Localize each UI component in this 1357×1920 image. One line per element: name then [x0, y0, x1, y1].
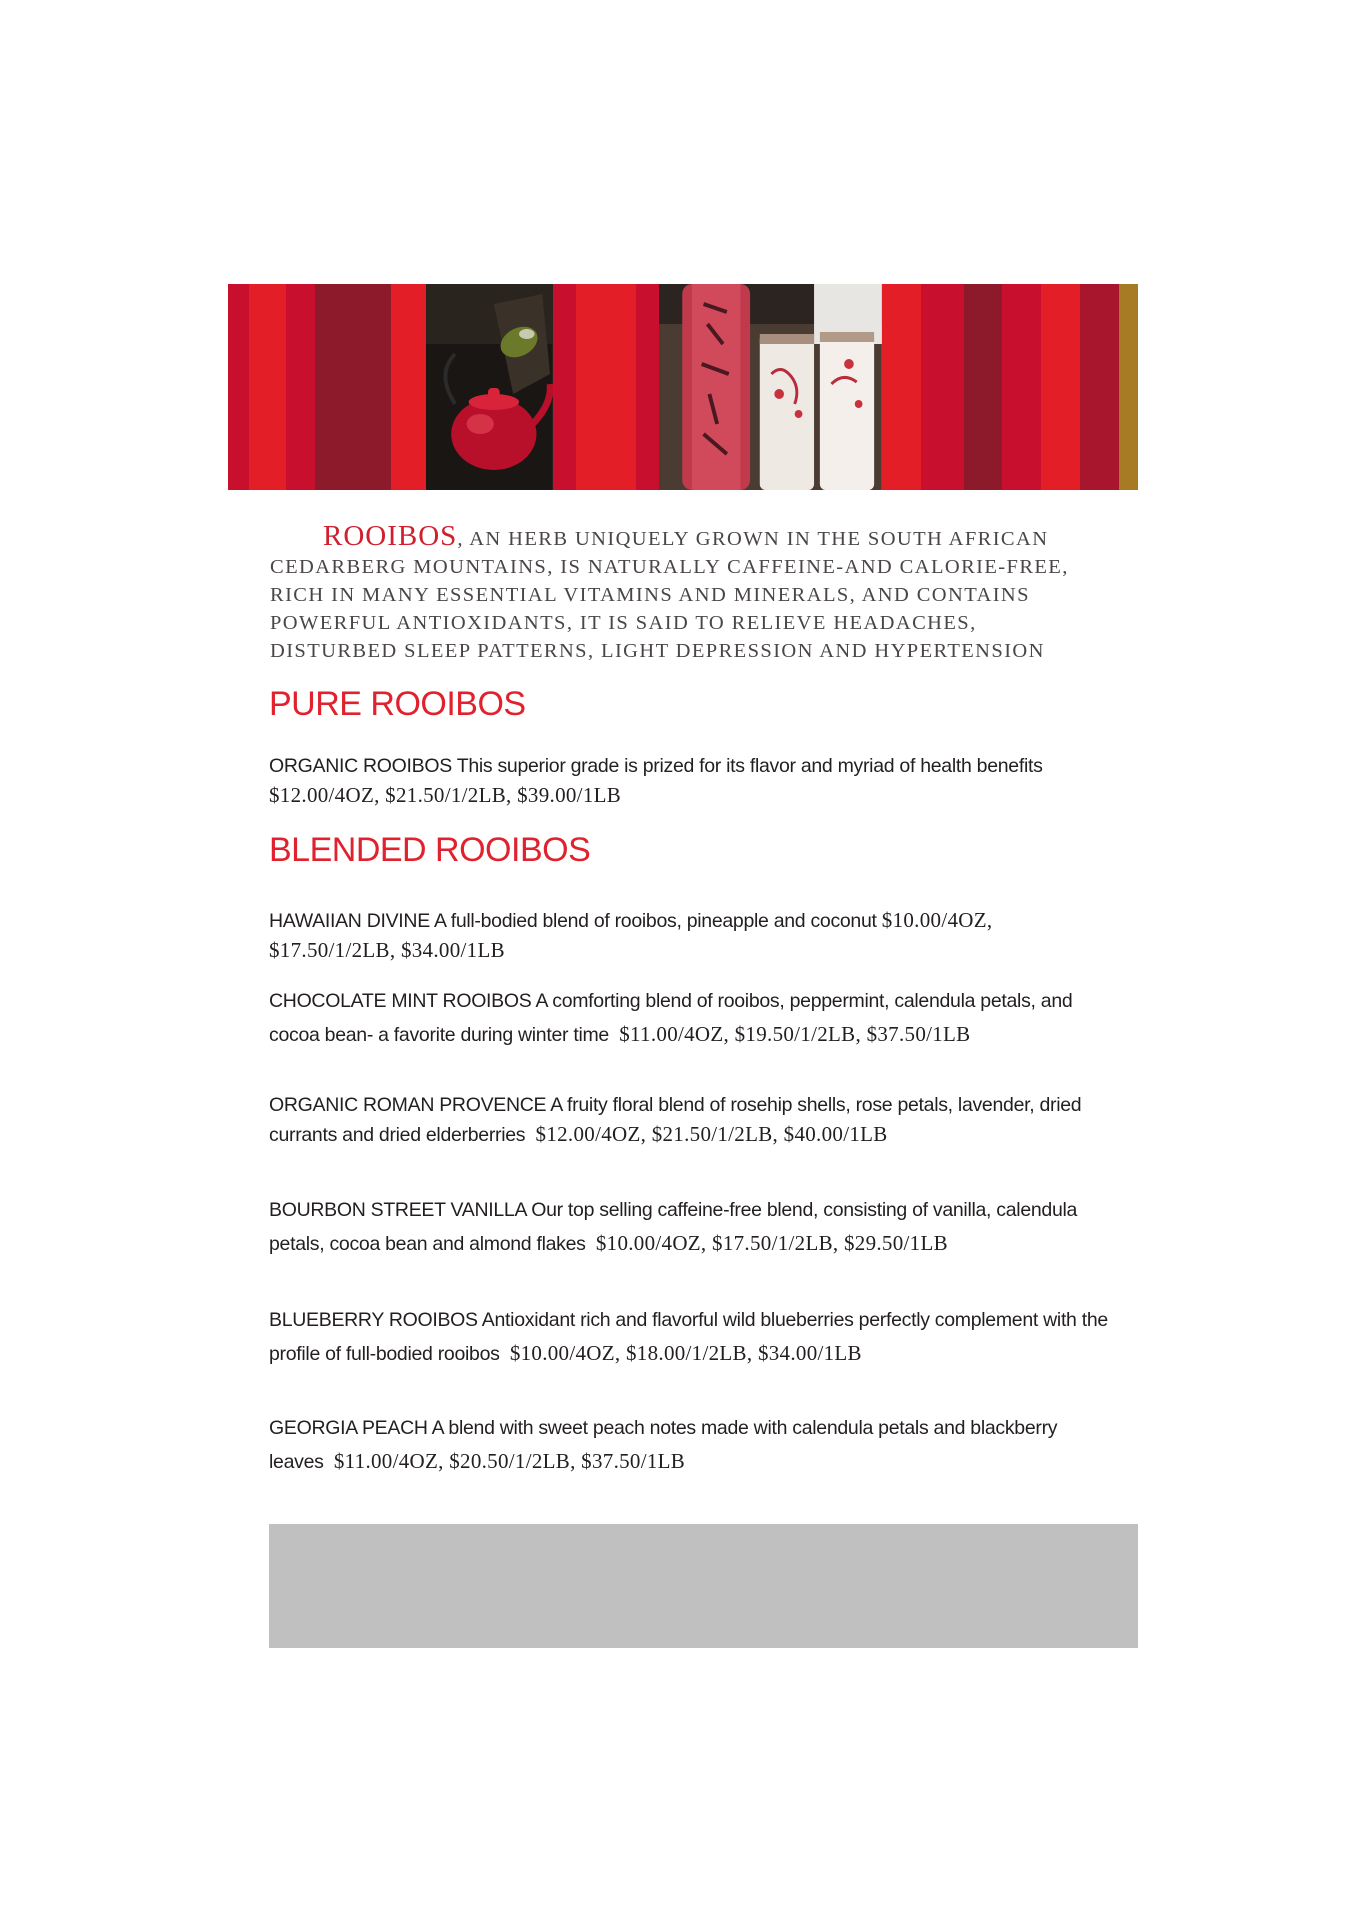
section-heading-pure: PURE ROOIBOS — [269, 685, 526, 723]
item-description: CHOCOLATE MINT ROOIBOS A comforting blend of rooibos, peppermint, calendula petals, and cocoa bean- a favorite during winter time — [269, 990, 1073, 1046]
tea-canister-and-cups-photo — [659, 284, 882, 490]
menu-item — [269, 1194, 1119, 1261]
banner-stripe — [636, 284, 659, 490]
intro-text: , AN HERB UNIQUELY GROWN IN THE SOUTH AFRICAN CEDARBERG MOUNTAINS, IS NATURALLY CAFFEINE-AND CALORIE-FREE, RICH IN MANY ESSENTIAL VITAMINS AND MINERALS, AND CONTAINS POWERFUL ANTIOXIDANTS, IT IS SAID TO RELIEVE HEADACHES, DISTURBED SLEEP PATTERNS, LIGHT DEPRESSION AND HYPERTENSION — [270, 528, 1069, 662]
item-price: $10.00/4OZ, $17.50/1/2LB, $29.50/1LB — [595, 1231, 948, 1255]
menu-item — [269, 1091, 1119, 1150]
banner-stripe-gold — [1119, 284, 1138, 490]
header-banner — [228, 284, 1138, 490]
banner-stripe — [315, 284, 391, 490]
banner-stripe — [1041, 284, 1080, 490]
item-description: HAWAIIAN DIVINE A full-bodied blend of rooibos, pineapple and coconut — [269, 910, 877, 932]
menu-item — [269, 1304, 1119, 1371]
banner-stripe — [964, 284, 1003, 490]
menu-item — [269, 1412, 1119, 1479]
item-price: $11.00/4OZ, $19.50/1/2LB, $37.50/1LB — [619, 1022, 971, 1046]
item-price: $12.00/4OZ, $21.50/1/2LB, $40.00/1LB — [535, 1122, 888, 1146]
item-price: $11.00/4OZ, $20.50/1/2LB, $37.50/1LB — [333, 1449, 686, 1473]
menu-item — [269, 906, 1009, 966]
item-price: $10.00/4OZ, $18.00/1/2LB, $34.00/1LB — [509, 1341, 862, 1365]
banner-stripe — [882, 284, 921, 490]
menu-item — [269, 985, 1119, 1052]
item-price: $12.00/4OZ, $21.50/1/2LB, $39.00/1LB — [269, 783, 622, 807]
item-price: $10.00/4OZ, $17.50/1/2LB, $34.00/1LB — [269, 908, 993, 962]
banner-stripe — [249, 284, 286, 490]
section-heading-blended: BLENDED ROOIBOS — [269, 831, 591, 869]
item-description: ORGANIC ROMAN PROVENCE A fruity floral blend of rosehip shells, rose petals, lavender, dried currants and dried elderberries — [269, 1094, 1082, 1146]
item-description: GEORGIA PEACH A blend with sweet peach notes made with calendula petals and blackberry leaves — [269, 1417, 1058, 1473]
item-description: BLUEBERRY ROOIBOS Antioxidant rich and flavorful wild blueberries perfectly complement with the profile of full-bodied rooibos — [269, 1309, 1108, 1365]
banner-stripe — [576, 284, 636, 490]
banner-stripe — [1080, 284, 1119, 490]
banner-stripe — [228, 284, 249, 490]
item-description: ORGANIC ROOIBOS This superior grade is prized for its flavor and myriad of health benefits — [269, 755, 1043, 777]
banner-stripe — [1002, 284, 1041, 490]
intro-lead-word: ROOIBOS — [323, 520, 458, 552]
banner-stripe — [286, 284, 315, 490]
teapot-photo — [426, 284, 553, 490]
banner-stripe — [553, 284, 576, 490]
intro-paragraph — [270, 522, 1110, 665]
item-description: BOURBON STREET VANILLA Our top selling caffeine-free blend, consisting of vanilla, calendula petals, cocoa bean and almond flakes — [269, 1199, 1078, 1255]
banner-stripe — [391, 284, 426, 490]
menu-item — [269, 752, 1119, 811]
gray-panel — [269, 1524, 1138, 1648]
banner-stripe — [921, 284, 964, 490]
